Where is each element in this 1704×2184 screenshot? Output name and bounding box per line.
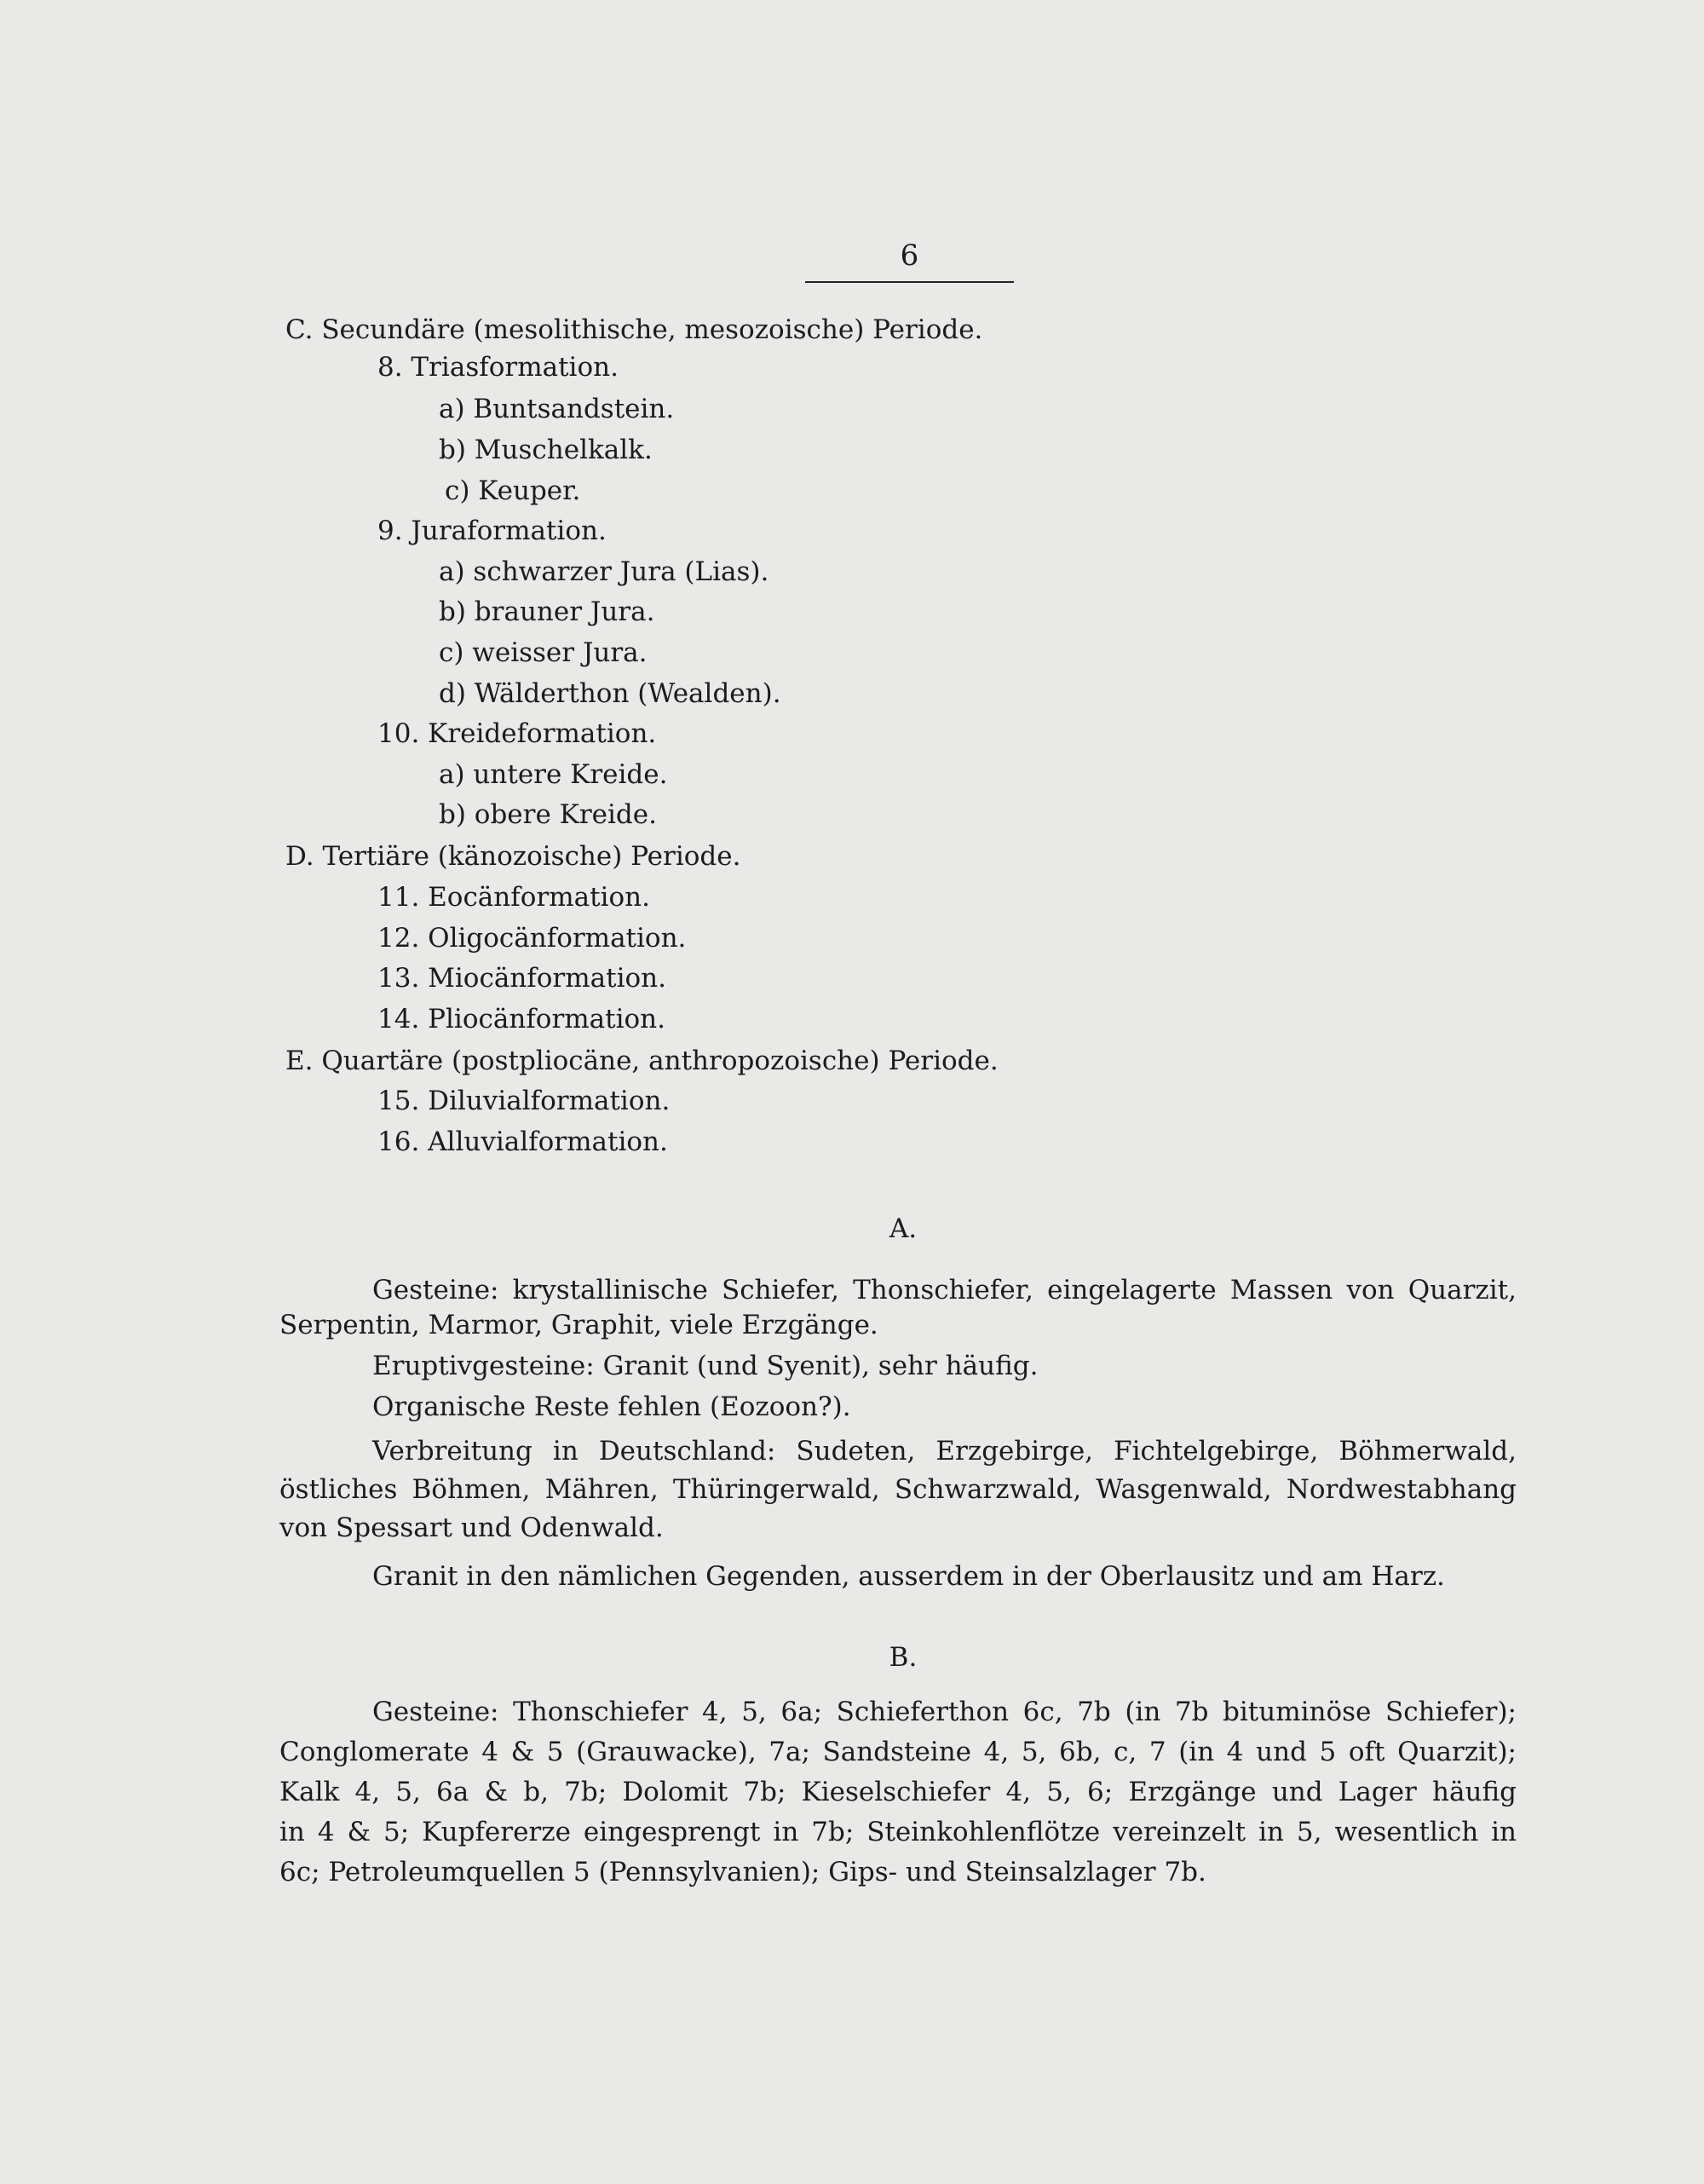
subdivision-item: a) Buntsandstein. (439, 394, 675, 424)
formation-item: 13. Miocänformation. (377, 963, 666, 994)
period-heading: E. Quartäre (postpliocäne, anthropozoische) Periode. (285, 1046, 999, 1076)
paragraph-line: Gesteine: krystallinische Schiefer, Thonschiefer, eingelagerte Massen von Quarzit, (372, 1275, 1517, 1305)
paragraph-line: Kalk 4, 5, 6a & b, 7b; Dolomit 7b; Kieselschiefer 4, 5, 6; Erzgänge und Lager häufig (279, 1777, 1517, 1807)
formation-item: 12. Oligocänformation. (377, 923, 687, 954)
page-number: 6 (900, 239, 919, 273)
paragraph-line: Eruptivgesteine: Granit (und Syenit), sehr häufig. (372, 1351, 1039, 1381)
paragraph-line: Serpentin, Marmor, Graphit, viele Erzgänge. (279, 1310, 878, 1340)
period-heading: D. Tertiäre (känozoische) Periode. (285, 841, 741, 872)
formation-item: 11. Eocänformation. (377, 882, 650, 913)
formation-item: 9. Juraformation. (377, 516, 607, 546)
subdivision-item: c) weisser Jura. (439, 637, 648, 668)
paragraph-line: Organische Reste fehlen (Eozoon?). (372, 1392, 851, 1422)
formation-item: 10. Kreideformation. (377, 718, 657, 749)
paragraph-line: von Spessart und Odenwald. (279, 1513, 664, 1543)
paragraph-line: in 4 & 5; Kupfererze eingesprengt in 7b; Steinkohlenflötze vereinzelt in 5, wesentlich in (279, 1817, 1517, 1847)
subdivision-item: c) Keuper. (445, 475, 581, 506)
section-heading: A. (889, 1213, 918, 1244)
page-header (805, 237, 1014, 283)
paragraph-line: Granit in den nämlichen Gegenden, ausserdem in der Oberlausitz und am Harz. (372, 1561, 1445, 1592)
formation-item: 8. Triasformation. (377, 352, 619, 383)
paragraph-line: Conglomerate 4 & 5 (Grauwacke), 7a; Sandsteine 4, 5, 6b, c, 7 (in 4 und 5 oft Quarzit); (279, 1737, 1517, 1767)
formation-item: 15. Diluvialformation. (377, 1086, 671, 1116)
formation-item: 16. Alluvialformation. (377, 1127, 668, 1157)
paragraph-line: östliches Böhmen, Mähren, Thüringerwald, Schwarzwald, Wasgenwald, Nordwestabhang (279, 1474, 1517, 1505)
subdivision-item: b) obere Kreide. (439, 799, 657, 830)
paragraph-line: Verbreitung in Deutschland: Sudeten, Erzgebirge, Fichtelgebirge, Böhmerwald, (372, 1436, 1517, 1467)
subdivision-item: b) brauner Jura. (439, 596, 655, 627)
header-rule (805, 281, 1014, 283)
subdivision-item: a) untere Kreide. (439, 759, 668, 790)
period-heading: C. Secundäre (mesolithische, mesozoische) Periode. (285, 314, 983, 345)
formation-item: 14. Pliocänformation. (377, 1004, 666, 1034)
subdivision-item: a) schwarzer Jura (Lias). (439, 556, 769, 587)
section-heading: B. (889, 1642, 918, 1673)
subdivision-item: b) Muschelkalk. (439, 435, 653, 465)
subdivision-item: d) Wälderthon (Wealden). (439, 678, 781, 709)
paragraph-line: Gesteine: Thonschiefer 4, 5, 6a; Schieferthon 6c, 7b (in 7b bituminöse Schiefer); (372, 1697, 1517, 1727)
paragraph-line: 6c; Petroleumquellen 5 (Pennsylvanien); Gips- und Steinsalzlager 7b. (279, 1857, 1206, 1887)
